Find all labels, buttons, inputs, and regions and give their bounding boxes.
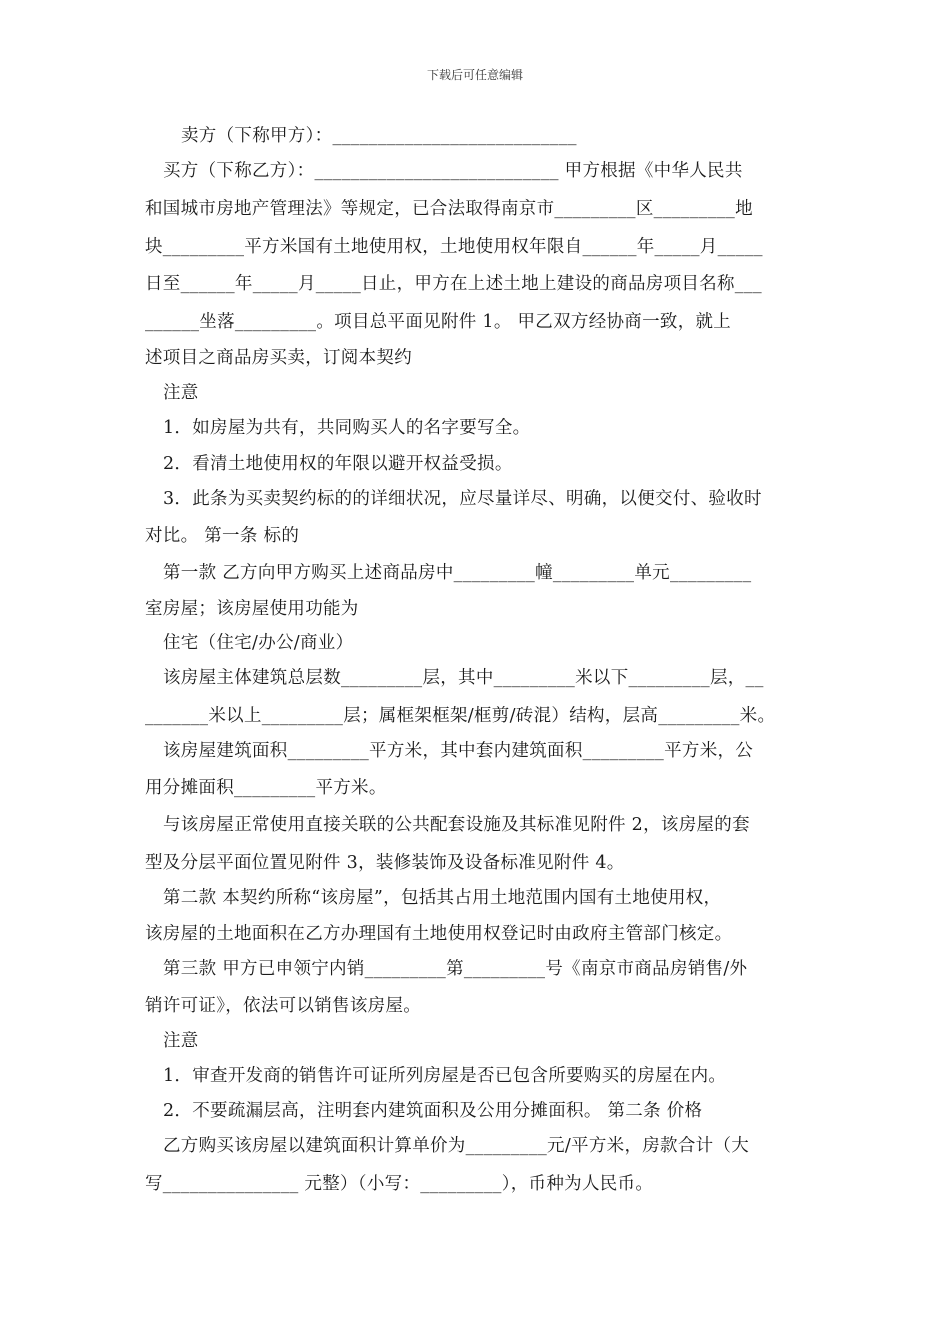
text-line: 3．此条为买卖契约标的的详细状况，应尽量详尽、明确，以便交付、验收时 (163, 489, 762, 509)
text-line: 2．不要疏漏层高，注明套内建筑面积及公用分摊面积。 第二条 价格 (163, 1101, 703, 1121)
text-line: 和国城市房地产管理法》等规定，已合法取得南京市_________区_________地 (145, 199, 753, 219)
text-line: 销许可证》，依法可以销售该房屋。 (145, 996, 422, 1016)
text-line: 写_______________ 元整）（小写：_________），币种为人民币。 (145, 1174, 654, 1194)
page-header: 下载后可任意编辑 (426, 68, 523, 82)
text-line: 用分摊面积_________平方米。 (145, 778, 387, 798)
text-line: 2．看清土地使用权的年限以避开权益受损。 (163, 454, 513, 474)
text-line: _______米以上_________层；属框架框架/框剪/砖混）结构，层高_________米。 (145, 706, 776, 726)
text-line: 日至______年_____月_____日止，甲方在上述土地上建设的商品房项目名称___ (145, 274, 762, 294)
text-line: 住宅（住宅/办公/商业） (163, 633, 354, 653)
text-line: 卖方（下称甲方）：___________________________ (181, 126, 577, 146)
text-line: 该房屋主体建筑总层数_________层，其中_________米以下_________层，__ (163, 668, 764, 688)
text-line: ______坐落_________。项目总平面见附件 1。 甲乙双方经协商一致，就上 (145, 312, 732, 332)
text-line: 注意 (163, 383, 199, 403)
text-line: 第二款 本契约所称“该房屋”，包括其占用土地范围内国有土地使用权， (163, 888, 722, 908)
text-line: 室房屋；该房屋使用功能为 (145, 599, 359, 619)
text-line: 该房屋的土地面积在乙方办理国有土地使用权登记时由政府主管部门核定。 (145, 924, 733, 944)
text-line: 该房屋建筑面积_________平方米，其中套内建筑面积_________平方米，公 (163, 741, 754, 761)
text-line: 第一款 乙方向甲方购买上述商品房中_________幢_________单元_________ (163, 563, 752, 583)
text-line: 块_________平方米国有土地使用权，土地使用权年限自______年_____月_____ (145, 237, 763, 257)
text-line: 买方（下称乙方）：___________________________ 甲方根据《中华人民共 (163, 161, 743, 181)
text-line: 第三款 甲方已申领宁内销_________第_________号《南京市商品房销售/外 (163, 959, 748, 979)
text-line: 注意 (163, 1031, 199, 1051)
text-line: 乙方购买该房屋以建筑面积计算单价为_________元/平方米，房款合计（大 (163, 1136, 750, 1156)
text-line: 1．如房屋为共有，共同购买人的名字要写全。 (163, 418, 531, 438)
text-line: 对比。 第一条 标的 (145, 526, 300, 546)
text-line: 1．审查开发商的销售许可证所列房屋是否已包含所要购买的房屋在内。 (163, 1066, 727, 1086)
text-line: 与该房屋正常使用直接关联的公共配套设施及其标准见附件 2，该房屋的套 (163, 815, 750, 835)
text-line: 型及分层平面位置见附件 3，装修装饰及设备标准见附件 4。 (145, 853, 625, 873)
text-line: 述项目之商品房买卖，订阅本契约 (145, 348, 412, 368)
